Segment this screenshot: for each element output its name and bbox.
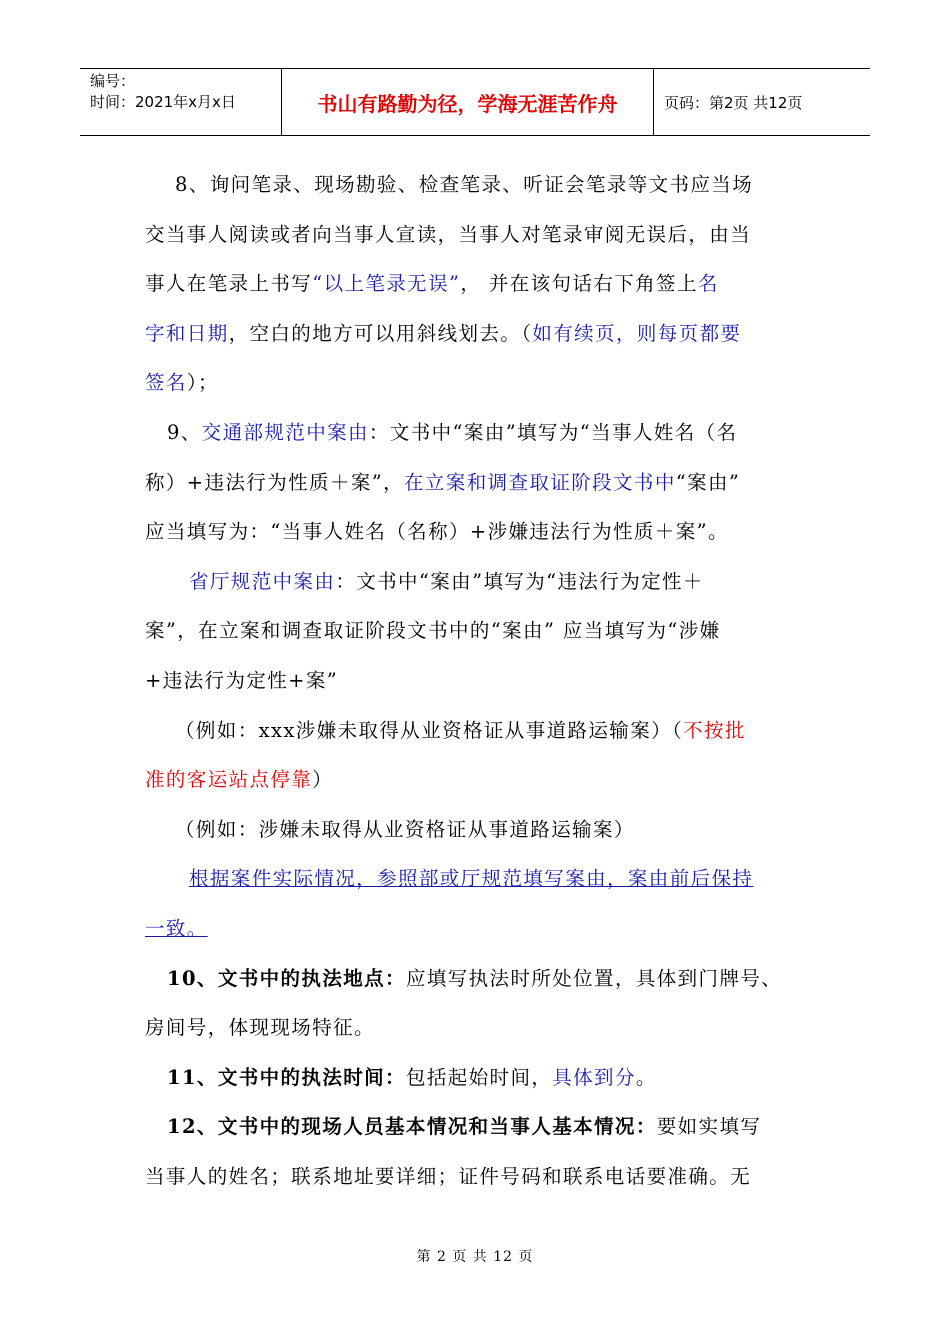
para-10-line-1: 10、文书中的执法地点：应填写执法时所处位置，具体到门牌号、: [167, 966, 783, 990]
para-8-line-5: 签名）；: [145, 371, 219, 395]
header-meta: [80, 69, 282, 135]
note-line-1: 根据案件实际情况，参照部或厅规范填写案由，案由前后保持: [189, 867, 754, 891]
document-body: [145, 160, 810, 1201]
para-8-line-1: 8、询问笔录、现场勘验、检查笔录、听证会笔录等文书应当场: [175, 173, 754, 196]
para-11: 11、文书中的执法时间：包括起始时间，具体到分。: [167, 1065, 657, 1089]
header-page-info: 页码：第2页 共12页: [664, 93, 803, 112]
note-line-2: 一致。: [145, 916, 208, 940]
para-12-line-1: 12、文书中的现场人员基本情况和当事人基本情况：要如实填写: [167, 1115, 762, 1139]
code-label: 编号：: [90, 72, 136, 90]
time-label: 时间：2021年x月x日: [90, 93, 236, 111]
header-motto: 书山有路勤为径，学海无涯苦作舟: [282, 69, 654, 135]
province-line-1: 省厅规范中案由：文书中“案由”填写为“违法行为定性＋: [189, 569, 704, 593]
page-footer: 第 2 页 共 12 页: [416, 1249, 534, 1265]
para-8-line-3: 事人在笔录上书写“以上笔录无误”， 并在该句话右下角签上名: [145, 272, 719, 296]
para-8-line-4: 字和日期，空白的地方可以用斜线划去。（如有续页，则每页都要: [145, 321, 742, 345]
example-1-line-1: （例如：xxx涉嫌未取得从业资格证从事道路运输案）（不按批: [175, 718, 746, 742]
para-9-line-1: 9、交通部规范中案由：文书中“案由”填写为“当事人姓名（名: [167, 420, 738, 444]
example-1-line-2: 准的客运站点停靠）: [145, 768, 334, 792]
para-8-line-2: 交当事人阅读或者向当事人宣读，当事人对笔录审阅无误后，由当: [145, 222, 752, 246]
example-2: （例如：涉嫌未取得从业资格证从事道路运输案）: [175, 817, 635, 841]
para-12-line-2: 当事人的姓名；联系地址要详细；证件号码和联系电话要准确。无: [145, 1164, 752, 1188]
province-line-3: +违法行为定性+案”: [145, 668, 339, 692]
para-9-line-2: 称）+违法行为性质＋案”，在立案和调查取证阶段文书中“案由”: [145, 470, 741, 494]
para-9-line-3: 应当填写为：“当事人姓名（名称）+涉嫌违法行为性质＋案”。: [145, 520, 729, 544]
header-table: [80, 68, 870, 136]
province-line-2: 案”，在立案和调查取证阶段文书中的“案由” 应当填写为“涉嫌: [145, 619, 721, 643]
para-10-line-2: 房间号，体现现场特征。: [145, 1016, 375, 1040]
